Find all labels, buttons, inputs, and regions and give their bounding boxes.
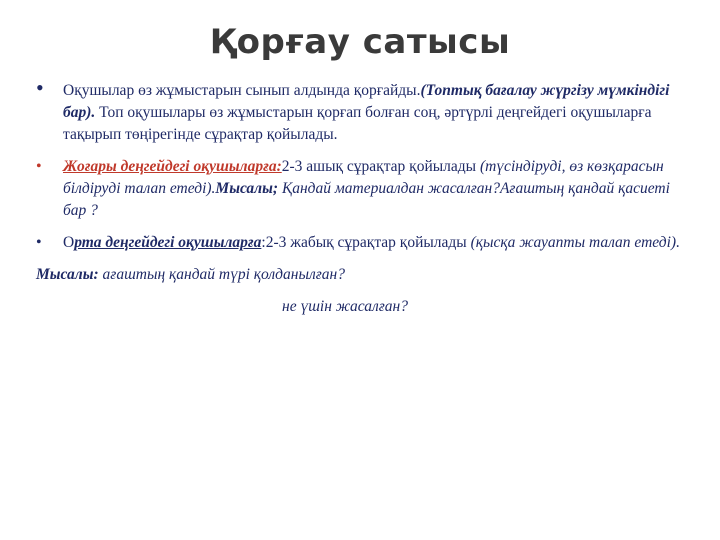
example-line xyxy=(36,264,691,286)
bullet-defense-intro: Оқушылар өз жұмыстарын сынып алдында қорғайды. xyxy=(63,82,421,99)
example-label: Мысалы: xyxy=(36,266,99,283)
high-level-example-text: Қандай материалдан жасалған?Ағаштың қандай қасиеті бар ? xyxy=(63,180,670,219)
high-level-label: Жоғары деңгейдегі оқушыларға: xyxy=(63,158,282,175)
bullet-dot-icon: • xyxy=(36,75,44,100)
bullet-dot-icon: • xyxy=(36,158,42,175)
mid-level-label: рта деңгейдегі оқушыларға xyxy=(74,234,262,251)
example-continuation: не үшін жасалған? xyxy=(282,298,408,315)
mid-level-label-first: О xyxy=(63,234,75,251)
example-text: ағаштың қандай түрі қолданылған? xyxy=(98,266,345,283)
mid-level-text: :2-3 жабық сұрақтар қойылады xyxy=(261,234,471,251)
slide-title: Қорғау сатысы xyxy=(209,22,511,62)
bullet-defense-detail: Топ оқушылары өз жұмыстарын қорғап болған соң, әртүрлі деңгейдегі оқушыларға тақырып төңірегінде сұрақтар қойылады. xyxy=(63,104,652,143)
bullet-defense-note: (Топтық бағалау жүргізу мүмкіндігі бар). xyxy=(63,82,670,121)
high-level-text: 2-3 ашық сұрақтар қойылады xyxy=(281,158,480,175)
bullet-mid-level xyxy=(36,232,691,254)
bullet-dot-icon: • xyxy=(36,234,42,251)
mid-level-note: (қысқа жауапты талап етеді). xyxy=(470,234,680,251)
high-level-example-label: Мысалы; xyxy=(215,180,279,197)
high-level-note: (түсіндіруді, өз көзқарасын білдіруді талап етеді). xyxy=(63,158,664,197)
bullet-defense xyxy=(36,75,691,146)
slide-content xyxy=(36,75,691,318)
bullet-high-level xyxy=(36,156,691,222)
